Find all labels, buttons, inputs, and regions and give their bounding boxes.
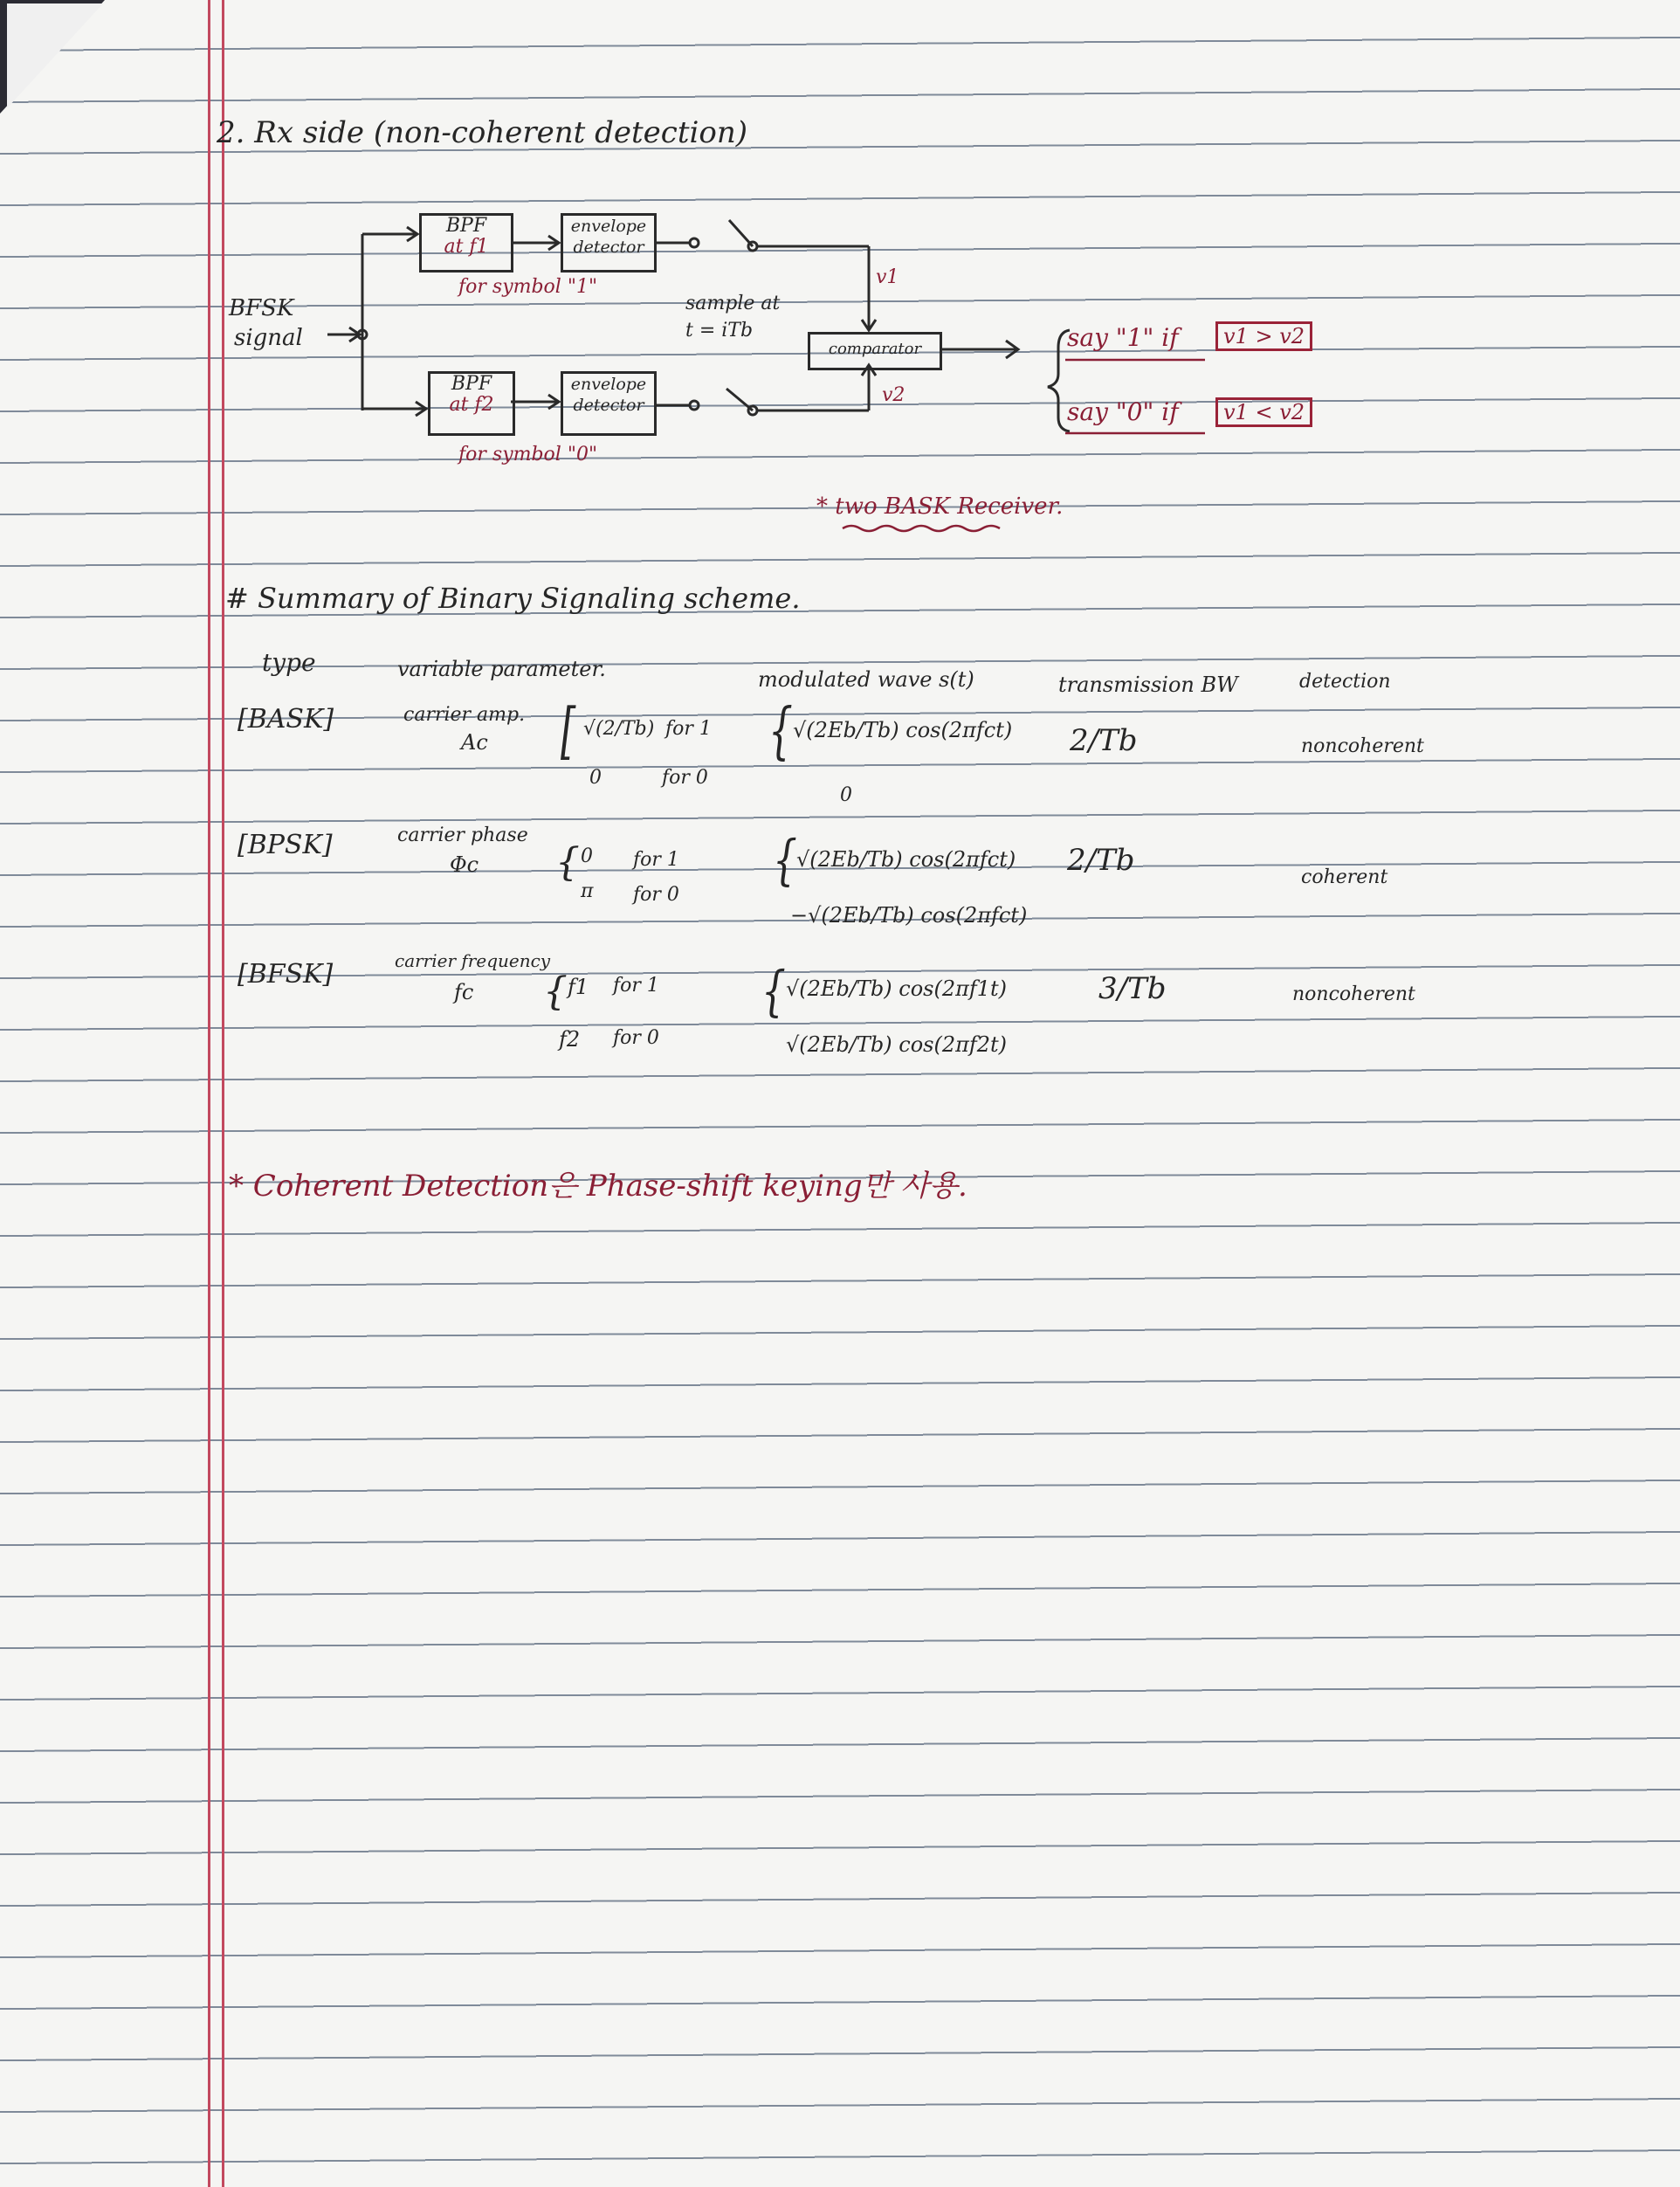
row-bfsk-value-1-for: for 1: [613, 975, 659, 997]
row-bfsk-detection: noncoherent: [1292, 983, 1415, 1005]
sample-label-line2: t = iTb: [685, 320, 754, 342]
row-bpsk-value-0-for: for 0: [633, 884, 679, 906]
row-bpsk-wave-0: −√(2Eb/Tb) cos(2πfct): [790, 903, 1028, 928]
row-bask-symbol: Ac: [461, 730, 488, 755]
row-bfsk-symbol: fc: [454, 980, 474, 1004]
diagram-caption: * two BASK Receiver.: [816, 493, 1064, 520]
row-bfsk-bw: 3/Tb: [1098, 971, 1167, 1006]
row-bfsk-wave-1: √(2Eb/Tb) cos(2πf1t): [786, 976, 1008, 1001]
decision-1-condition: v1 > v2: [1215, 321, 1312, 351]
bpf-bottom-block: [428, 371, 515, 436]
v2-label: v2: [882, 384, 905, 406]
header-type: type: [262, 648, 316, 677]
envelope-top-line2: detector: [573, 238, 644, 257]
row-bask-type: [BASK]: [238, 704, 334, 735]
row-bask-wave-brace: {: [768, 695, 793, 768]
v1-label: v1: [876, 266, 899, 288]
row-bpsk-param: carrier phase: [397, 824, 528, 846]
row-bpsk-wave-brace: {: [773, 829, 797, 893]
decision-1-text: say "1" if: [1067, 323, 1179, 352]
row-bfsk-value-1: f1: [568, 975, 589, 999]
row-bask-wave-1: √(2Eb/Tb) cos(2πfct): [793, 718, 1013, 742]
row-bfsk-param: carrier frequency: [395, 950, 551, 971]
input-label-line1: BFSK: [229, 295, 294, 321]
row-bpsk-wave-1: √(2Eb/Tb) cos(2πfct): [796, 847, 1016, 872]
note-bottom: for symbol "0": [458, 444, 598, 466]
envelope-bottom-block: [561, 371, 657, 436]
row-bask-value-0-for: for 0: [662, 767, 708, 789]
row-bpsk-value-1: 0: [581, 845, 593, 867]
bpf-top-line1: BPF: [445, 215, 487, 237]
bpf-bottom-line1: BPF: [451, 373, 492, 395]
row-bfsk-value-brace: {: [543, 969, 568, 1014]
row-bpsk-value-brace: {: [555, 840, 580, 885]
row-bpsk-detection: coherent: [1301, 866, 1388, 888]
footnote: * Coherent Detection은 Phase-shift keying만 사용.: [229, 1169, 967, 1204]
row-bfsk-value-0-for: for 0: [613, 1027, 659, 1049]
row-bask-value-1-for: for 1: [665, 718, 712, 740]
row-bfsk-wave-brace: {: [761, 960, 786, 1024]
row-bpsk-value-1-for: for 1: [633, 849, 679, 871]
section-title: 2. Rx side (non-coherent detection): [217, 115, 748, 150]
bpf-bottom-line2: at f2: [449, 394, 494, 416]
row-bfsk-wave-0: √(2Eb/Tb) cos(2πf2t): [786, 1032, 1008, 1057]
row-bask-wave-0: 0: [840, 784, 852, 806]
row-bpsk-symbol: Φc: [450, 852, 479, 877]
envelope-top-block: [561, 213, 657, 273]
envelope-bottom-line1: envelope: [570, 375, 647, 394]
header-detection: detection: [1299, 671, 1391, 693]
row-bask-param: carrier amp.: [403, 704, 526, 726]
row-bask-value-brace: [: [561, 695, 576, 768]
row-bask-value-0: 0: [589, 767, 602, 789]
comparator-block: comparator: [808, 332, 942, 370]
decision-0-text: say "0" if: [1067, 397, 1179, 426]
decision-0-condition: v1 < v2: [1215, 397, 1312, 427]
header-transmission-bw: transmission BW: [1058, 673, 1238, 697]
envelope-top-line1: envelope: [570, 217, 647, 236]
row-bpsk-value-0: π: [581, 880, 594, 902]
envelope-bottom-line2: detector: [573, 396, 644, 415]
input-label-line2: signal: [234, 325, 303, 351]
bpf-top-block: [419, 213, 513, 273]
header-variable-parameter: variable parameter.: [397, 657, 606, 681]
row-bpsk-type: [BPSK]: [238, 830, 333, 860]
row-bfsk-value-0: f2: [559, 1027, 581, 1052]
summary-title: # Summary of Binary Signaling scheme.: [225, 582, 801, 615]
row-bask-value-1: √(2/Tb): [583, 718, 655, 740]
header-modulated-wave: modulated wave s(t): [758, 667, 974, 692]
sample-label-line1: sample at: [685, 293, 781, 314]
bpf-top-line2: at f1: [444, 236, 489, 258]
note-top: for symbol "1": [458, 276, 598, 298]
row-bask-bw: 2/Tb: [1070, 723, 1138, 758]
row-bpsk-bw: 2/Tb: [1067, 843, 1135, 878]
row-bfsk-type: [BFSK]: [238, 959, 334, 990]
row-bask-detection: noncoherent: [1301, 735, 1424, 757]
